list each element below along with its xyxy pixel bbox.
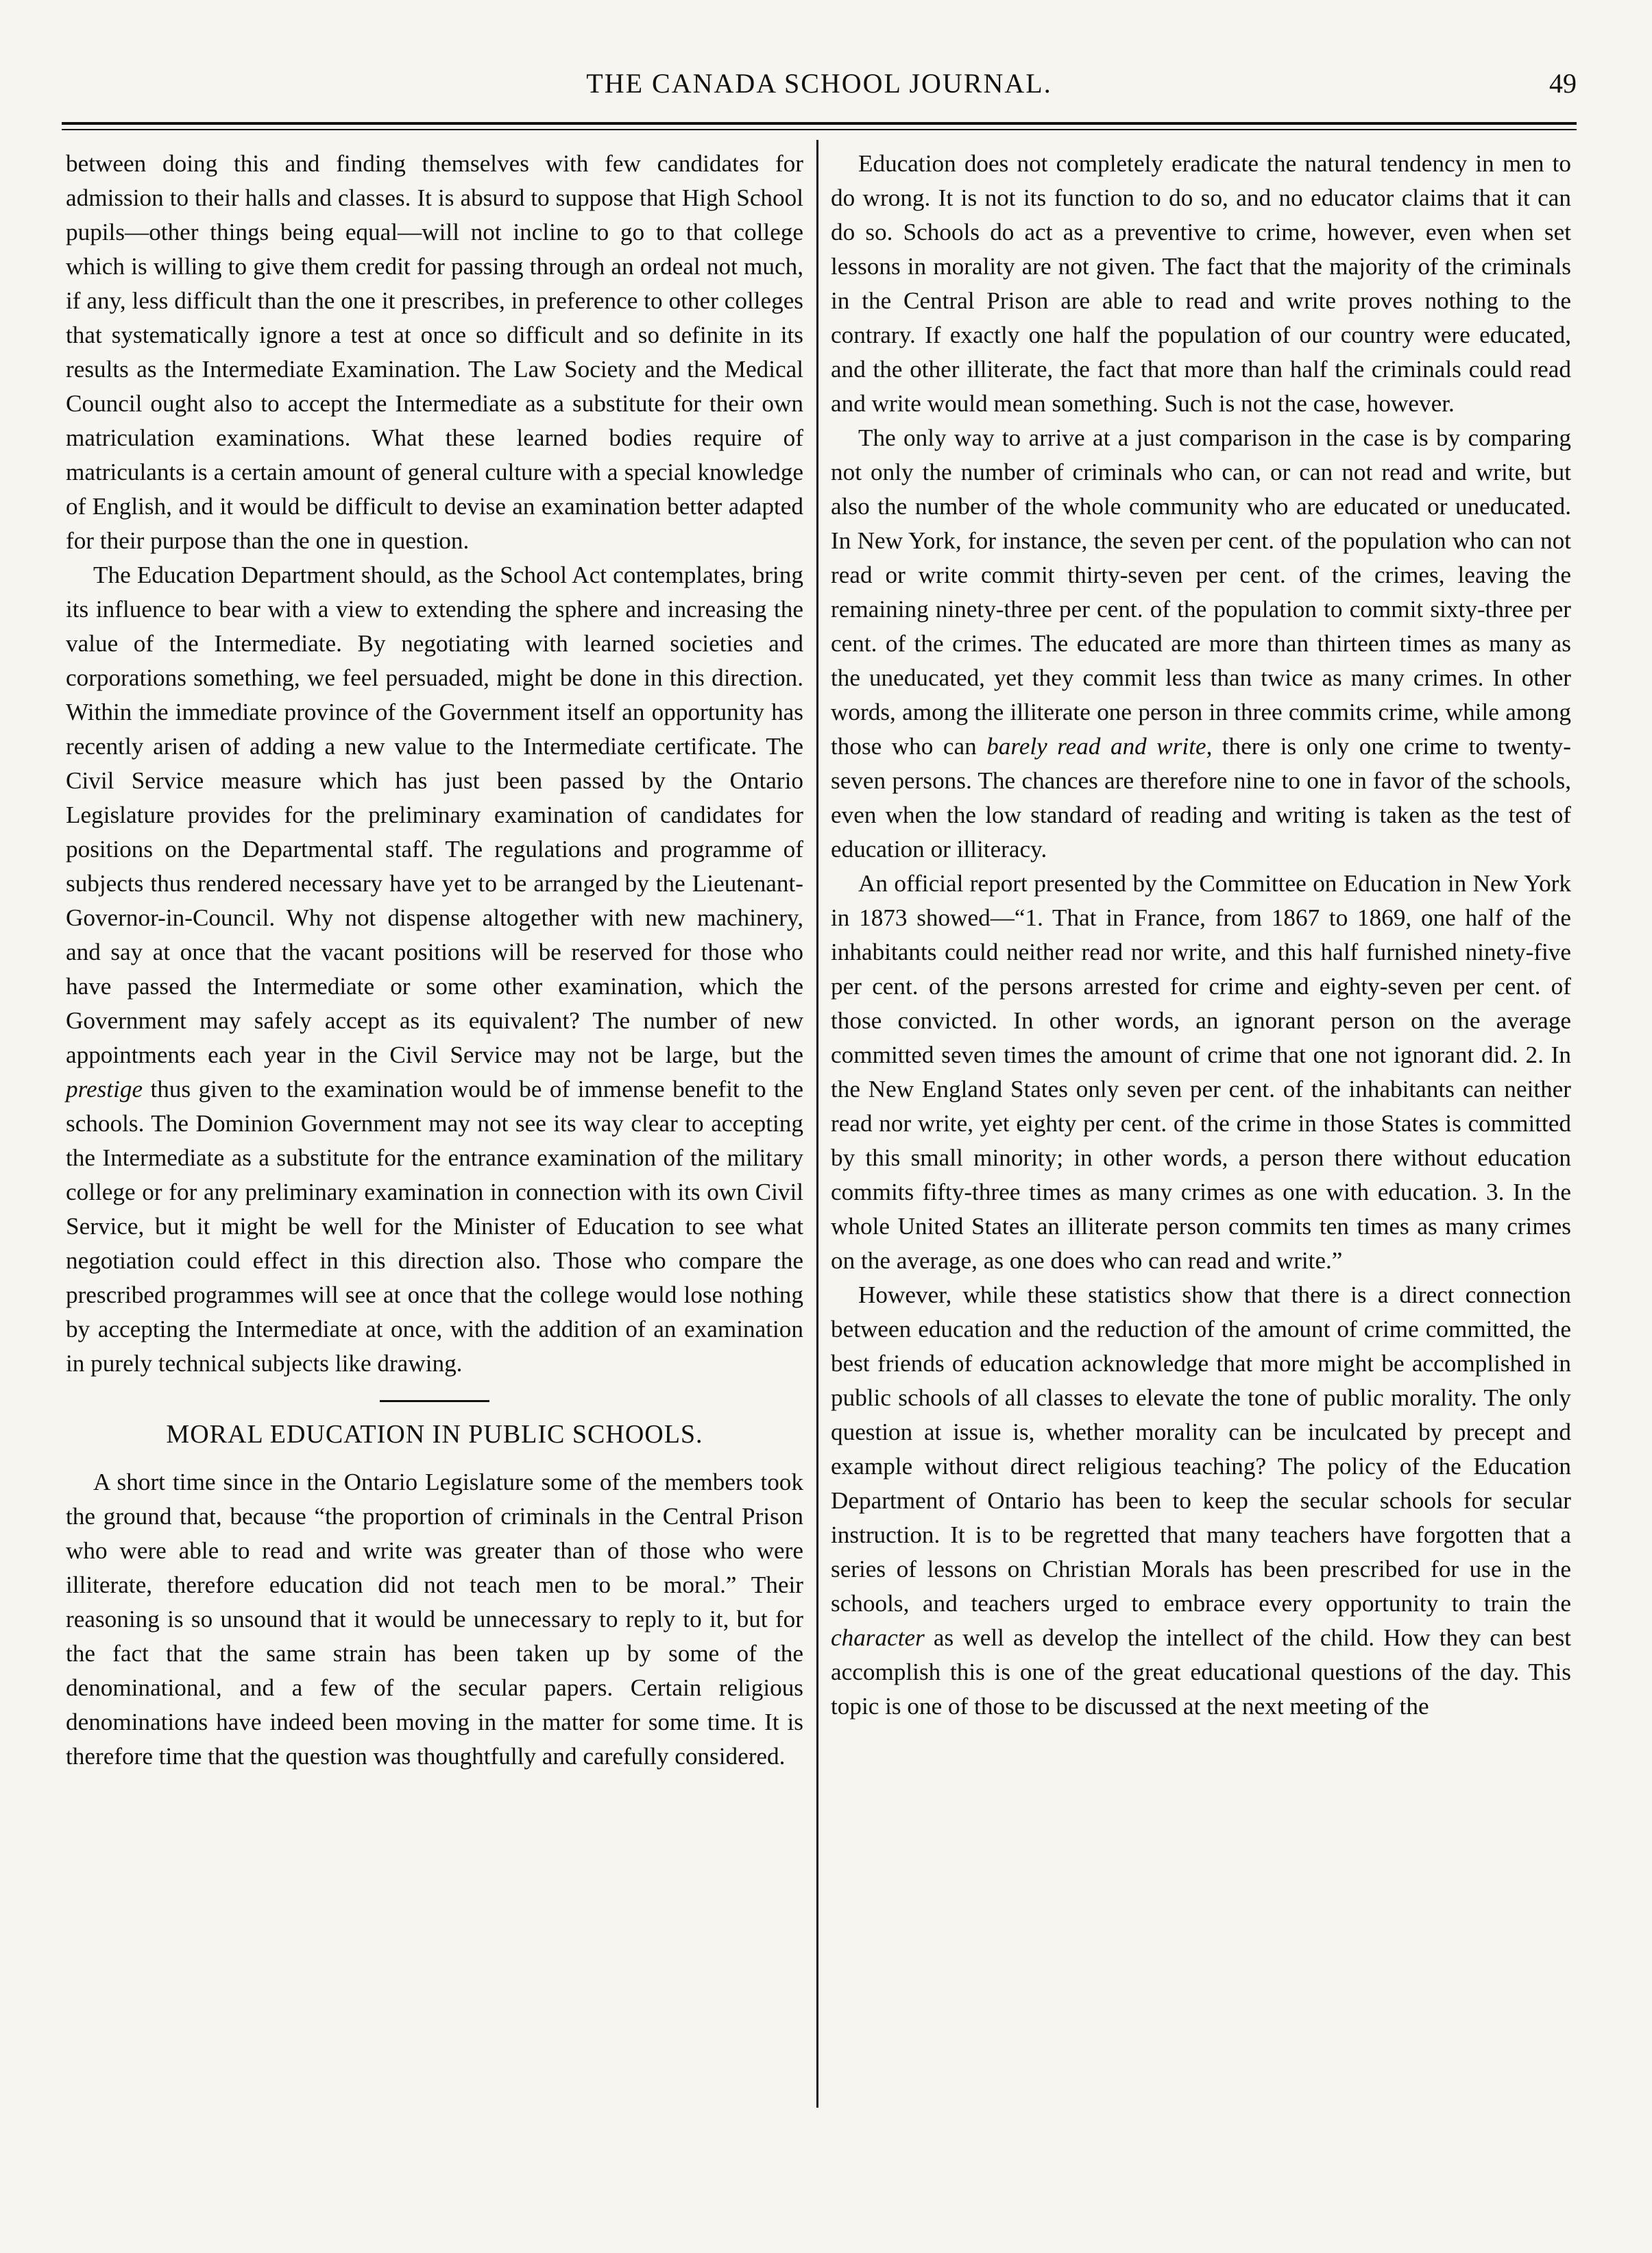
right-paragraph-2-text-a: The only way to arrive at a just comparison in the case is by comparing not only the number of criminals who can, or can not read and write, but also the number of the whole community who are educated or uneducated. In New York, for instance, the seven per cent. of the population who can not read or write commit thirty-seven per cent. of the crimes, leaving the remaining ninety-three per cent. of the population to commit sixty-three per cent. of the crimes. The educated are more than thirteen times as many as the uneducated, yet they commit less than twice as many crimes. In other words, among the illiterate one person in three commits crime, while among those who can [831,424,1571,760]
left-paragraph-2 [66,558,803,1381]
section-divider [380,1400,489,1402]
right-paragraph-2-italic: barely read and write, [986,733,1213,760]
header-rule-thick [62,122,1577,125]
left-paragraph-2-text-a: The Education Department should, as the School Act contemplates, bring its influence to bear with a view to extending the sphere and increasing the value of the Intermediate. By negotiating with learned societies and corporations something, we feel persuaded, might be done in this direction. Within the immediate province of the Government itself an opportunity has recently arisen of adding a new value to the Intermediate certificate. The Civil Service measure which has just been passed by the Ontario Legislature provides for the preliminary examination of candidates for positions on the Departmental staff. The regulations and programme of subjects thus rendered necessary have yet to be arranged by the Lieutenant-Governor-in-Council. Why not dispense altogether with new machinery, and say at once that the vacant positions will be reserved for those who have passed the Intermediate or some other examination, which the Government may safely accept as its equivalent? The number of new appointments each year in the Civil Service may not be large, but the [66,562,803,1068]
right-column [831,147,1571,1724]
journal-title: THE CANADA SCHOOL JOURNAL. [586,68,1052,99]
right-paragraph-4-text-b: as well as develop the intellect of the child. How they can best accomplish this is one of the great educational questions of the day. This topic is one of those to be discussed at the next meeting of the [831,1624,1572,1720]
column-divider [816,140,818,2108]
section-title: MORAL EDUCATION IN PUBLIC SCHOOLS. [166,1420,703,1449]
right-paragraph-1: Education does not completely eradicate the natural tendency in men to do wrong. It is not its function to do so, and no educator claims that it can do so. Schools do act as a preventive to crime, however, even when set lessons in morality are not given. The fact that the majority of the criminals in the Central Prison are able to read and write proves nothing to the contrary. If exactly one half the population of our country were educated, and the other illiterate, the fact that more than half the criminals could read and write would mean something. Such is not the case, however. [831,150,1571,417]
right-paragraph-4-italic: character [831,1624,925,1651]
left-paragraph-3: A short time since in the Ontario Legislature some of the members took the ground that, because “the proportion of criminals in the Central Prison who were able to read and write was greater than of those who were illiterate, therefore education did not teach men to be moral.” Their reasoning is so unsound that it would be unnecessary to reply to it, but for the fact that the same strain has been taken up by some of the denominational, and a few of the secular papers. Certain religious denominations have indeed been moving in the matter for some time. It is therefore time that the question was thoughtfully and carefully considered. [66,1469,803,1770]
left-paragraph-2-italic: prestige [66,1076,143,1103]
right-paragraph-2-text-b: there is only one crime to twenty-seven persons. The chances are therefore nine to one in favor of the schools, even when the low standard of reading and writing is taken as the test of education or illiteracy. [831,733,1571,863]
left-paragraph-1: between doing this and finding themselves with few candidates for admission to their halls and classes. It is absurd to suppose that High School pupils—other things being equal—will not incline to go to that college which is willing to give them credit for passing through an ordeal not much, if any, less difficult than the one it prescribes, in preference to other colleges that systematically ignore a test at once so difficult and so definite in its results as the Intermediate Examination. The Law Society and the Medical Council ought also to accept the Intermediate as a substitute for their own matriculation examinations. What these learned bodies require of matriculants is a certain amount of general culture with a special knowledge of English, and it would be difficult to devise an examination better adapted for their purpose than the one in question. [66,150,803,554]
right-paragraph-4-text-a: However, while these statistics show that there is a direct connection between education and the reduction of the amount of crime committed, the best friends of education acknowledge that more might be accomplished in public schools of all classes to elevate the tone of public morality. The only question at issue is, whether morality can be inculcated by precept and example without direct religious teaching? The policy of the Education Department of Ontario has been to keep the secular schools for secular instruction. It is to be regretted that many teachers have forgotten that a series of lessons on Christian Morals has been prescribed for use in the schools, and teachers urged to embrace every opportunity to train the [831,1281,1571,1617]
right-paragraph-2 [831,421,1571,867]
left-paragraph-2-text-b: thus given to the examination would be of immense benefit to the schools. The Dominion Government may not see its way clear to accepting the Intermediate as a substitute for the entrance examination of the military college or for any preliminary examination in connection with its own Civil Service, but it might be well for the Minister of Education to see what negotiation could effect in this direction also. Those who compare the prescribed programmes will see at once that the college would lose nothing by accepting the Intermediate at once, with the addition of an examination in purely technical subjects like drawing. [66,1076,803,1377]
page-header [62,67,1577,108]
right-paragraph-4 [831,1278,1571,1724]
page-number: 49 [1549,68,1577,99]
right-paragraph-3: An official report presented by the Committee on Education in New York in 1873 showed—“1. That in France, from 1867 to 1869, one half of the inhabitants could neither read nor write, and this half furnished ninety-five per cent. of the persons arrested for crime and eighty-seven per cent. of those convicted. In other words, an ignorant person on the average committed seven times the amount of crime that one not ignorant did. 2. In the New England States only seven per cent. of the inhabitants can neither read nor write, yet eighty per cent. of the crime in those States is committed by this small minority; in other words, a person there without education commits fifty-three times as many crimes as one with education. 3. In the whole United States an illiterate person commits ten times as many crimes on the average, as one does who can read and write.” [831,870,1571,1274]
left-column [66,147,803,1774]
header-rule-thin [62,129,1577,130]
